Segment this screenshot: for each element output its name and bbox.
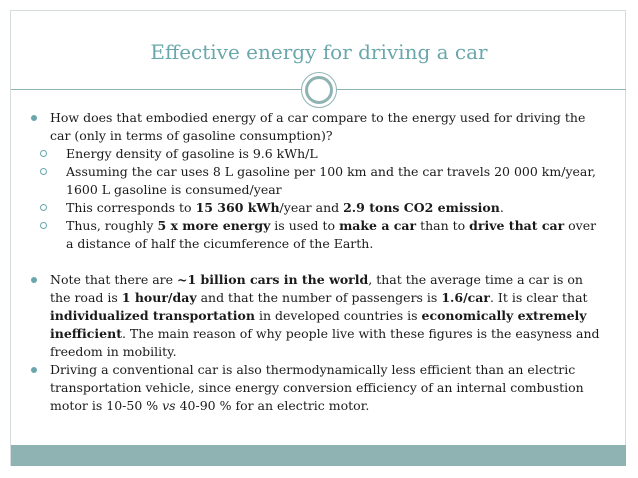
sub-bullet-conclusion [30, 217, 602, 253]
sub-bullet-assumption [30, 163, 602, 199]
slide-body [30, 109, 602, 415]
stats-text-c: , that the average time a car is on the road is [50, 272, 583, 305]
energy-density-text: Energy density of gasoline is 9.6 kWh/L [66, 146, 318, 161]
conclusion-emphasis-energy: 5 x more energy [157, 218, 271, 233]
slide-title: Effective energy for driving a car [150, 40, 488, 64]
conclusion-text-c: is used to [270, 218, 340, 233]
filled-bullet-icon [31, 367, 37, 373]
assumption-text: Assuming the car uses 8 L gasoline per 100 km and the car travels 20 000 km/year, 1600 L gasoline is consumed/year [66, 164, 596, 197]
correspondence-text-c: /year and [279, 200, 344, 215]
stats-emphasis-hour-day: 1 hour/day [121, 290, 197, 305]
conclusion-text-a: Thus, roughly [66, 218, 158, 233]
spacer [30, 253, 602, 271]
circle-ornament-icon [301, 72, 337, 108]
co2-emission-value: 2.9 tons CO2 emission [343, 200, 500, 215]
hollow-bullet-icon [40, 222, 47, 229]
footer-bar [11, 445, 626, 466]
conclusion-text-g: over a distance of half the cicumference of the Earth. [66, 218, 597, 251]
filled-bullet-icon [31, 277, 37, 283]
stats-emphasis-inefficient: economically extremely inefficient [50, 308, 587, 341]
thermo-versus: vs [162, 398, 176, 413]
bullet-car-statistics [30, 271, 602, 361]
hollow-bullet-icon [40, 204, 47, 211]
correspondence-text-a: This corresponds to [66, 200, 196, 215]
question-text: How does that embodied energy of a car compare to the energy used for driving the car (only in terms of gasoline consumption)? [50, 110, 586, 143]
stats-text-g: . It is clear that [489, 290, 588, 305]
stats-text-a: Note that there are [50, 272, 177, 287]
stats-emphasis-billion-cars: ~1 billion cars in the world [177, 272, 369, 287]
divider-right [336, 89, 626, 90]
hollow-bullet-icon [40, 168, 47, 175]
conclusion-emphasis-make: make a car [339, 218, 417, 233]
energy-per-year-value: 15 360 kWh [195, 200, 280, 215]
stats-text-i: in developed countries is [254, 308, 422, 323]
hollow-bullet-icon [40, 150, 47, 157]
sub-bullet-energy-density [30, 145, 602, 163]
conclusion-emphasis-drive: drive that car [469, 218, 565, 233]
divider-left [11, 89, 301, 90]
thermo-text-c: 40-90 % for an electric motor. [175, 398, 370, 413]
filled-bullet-icon [31, 115, 37, 121]
bullet-question [30, 109, 602, 145]
stats-text-k: . The main reason of why people live with these figures is the easyness and freedom in mobility. [50, 326, 600, 359]
sub-bullet-correspondence [30, 199, 602, 217]
stats-emphasis-individualized: individualized transportation [50, 308, 255, 323]
conclusion-text-e: than to [416, 218, 470, 233]
bullet-thermodynamics [30, 361, 602, 415]
stats-emphasis-passengers: 1.6/car [441, 290, 490, 305]
thermo-text-a: Driving a conventional car is also thermodynamically less efficient than an electric transportation vehicle, since energy conversion efficiency of an internal combustion motor is 10-50 % [50, 362, 584, 413]
stats-text-e: and that the number of passengers is [196, 290, 442, 305]
correspondence-text-e: . [499, 200, 504, 215]
